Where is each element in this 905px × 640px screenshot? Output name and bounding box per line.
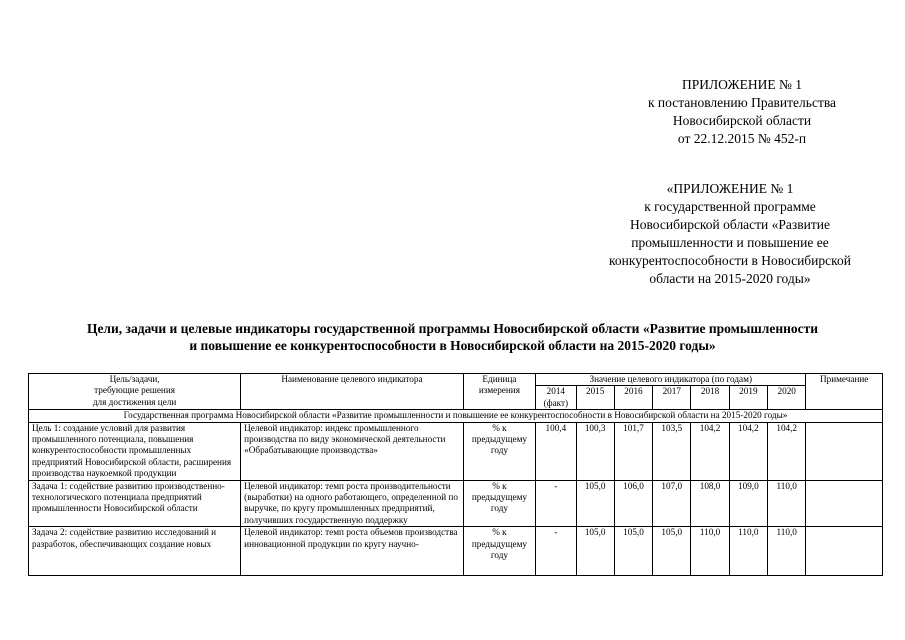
goal-cell [29,527,241,576]
title-line: и повышение ее конкурентоспособности в Новосибирской области на 2015-2020 годы» [189,338,716,353]
unit-text: % к предыдущему году [471,527,527,561]
unit-cell: % к предыдущему году [463,422,535,480]
goal-header-line: требующие решения [94,385,175,396]
unit-cell [463,527,535,576]
value-cell: 105,0 [576,480,614,527]
indicators-table [28,373,883,576]
value-cell: 105,0 [576,527,614,576]
table-row [29,527,883,576]
appendix-header [612,76,872,148]
value-cell: 109,0 [729,480,767,527]
unit-header-line: измерения [478,385,520,396]
value-cell: 104,2 [691,422,729,480]
value-cell: 103,5 [653,422,691,480]
program-row [29,410,883,422]
value-cell: 108,0 [691,480,729,527]
year-cell: 2020 [768,386,806,410]
goal-text: Задача 2: содействие развитию исследований и разработок, обеспечивающих создание новых [32,527,217,549]
value-cell: 104,2 [729,422,767,480]
unit-header-line: Единица [482,374,517,384]
year-cell: 2016 [614,386,652,410]
indicator-cell [241,527,464,576]
goal-cell: Задача 1: содействие развитию производственно-технологического потенциала предприятий промышленности Новосибирской области [29,480,241,527]
program-appendix-line: «ПРИЛОЖЕНИЕ № 1 [666,181,794,196]
year-cell: 2019 [729,386,767,410]
note-header: Примечание [806,374,883,410]
year-cell: 2014 (факт) [536,386,576,410]
indicator-text: Целевой индикатор: темп роста объемов производства инновационной продукции по кругу научно- [244,527,458,549]
values-header: Значение целевого индикатора (по годам) [536,374,806,386]
indicator-cell: Целевой индикатор: индекс промышленного производства по виду экономической деятельности «Обрабатывающие производства» [241,422,464,480]
program-appendix-line: области на 2015-2020 годы» [649,271,811,286]
appendix-line: Новосибирской области [672,113,812,128]
program-appendix-line: промышленности и повышение ее [631,235,829,250]
value-cell: 101,7 [614,422,652,480]
program-name-cell: Государственная программа Новосибирской области «Развитие промышленности и повышение ее конкурентоспособности в Новосибирской области на 2015-2020 годы» [29,410,883,422]
value-cell: 110,0 [768,480,806,527]
value-cell: 106,0 [614,480,652,527]
value-cell: 110,0 [768,527,806,576]
note-cell [806,422,883,480]
year-cell: 2015 [576,386,614,410]
title-line: Цели, задачи и целевые индикаторы государственной программы Новосибирской области «Развитие промышленности [86,321,819,336]
value-cell: 104,2 [768,422,806,480]
unit-header [463,374,535,410]
value-cell: 105,0 [653,527,691,576]
value-cell: 110,0 [691,527,729,576]
goal-header [29,374,241,410]
header-row [29,374,883,386]
goal-header-line: Цель/задачи, [109,374,160,384]
appendix-line: ПРИЛОЖЕНИЕ № 1 [681,77,803,92]
appendix-line: от 22.12.2015 № 452-п [677,131,807,146]
value-cell: 100,3 [576,422,614,480]
value-cell: - [536,527,576,576]
table-row [29,422,883,480]
indicator-header: Наименование целевого индикатора [241,374,464,410]
unit-cell: % к предыдущему году [463,480,535,527]
program-appendix-line: к государственной программе [644,199,816,214]
value-cell: 107,0 [653,480,691,527]
document-title [0,320,905,354]
year-cell: 2017 [653,386,691,410]
program-appendix-line: конкурентоспособности в Новосибирской [609,253,851,268]
note-cell [806,527,883,576]
year-cell: 2018 [691,386,729,410]
table-row [29,480,883,527]
value-cell: - [536,480,576,527]
value-cell: 105,0 [614,527,652,576]
appendix-line: к постановлению Правительства [647,95,837,110]
value-cell: 100,4 [536,422,576,480]
note-cell [806,480,883,527]
program-appendix-line: Новосибирской области «Развитие [630,217,830,232]
program-appendix-header [590,180,870,288]
goal-header-line: для достижения цели [92,396,177,407]
value-cell: 110,0 [729,527,767,576]
goal-cell: Цель 1: создание условий для развития промышленного потенциала, повышения конкурентоспособности промышленных предприятий Новосибирской области, расширения производства наукоемкой продукции [29,422,241,480]
indicator-cell: Целевой индикатор: темп роста производительности (выработки) на одного работающего, определенной по выручке, по кругу промышленных предприятий, получивших государственную поддержку [241,480,464,527]
